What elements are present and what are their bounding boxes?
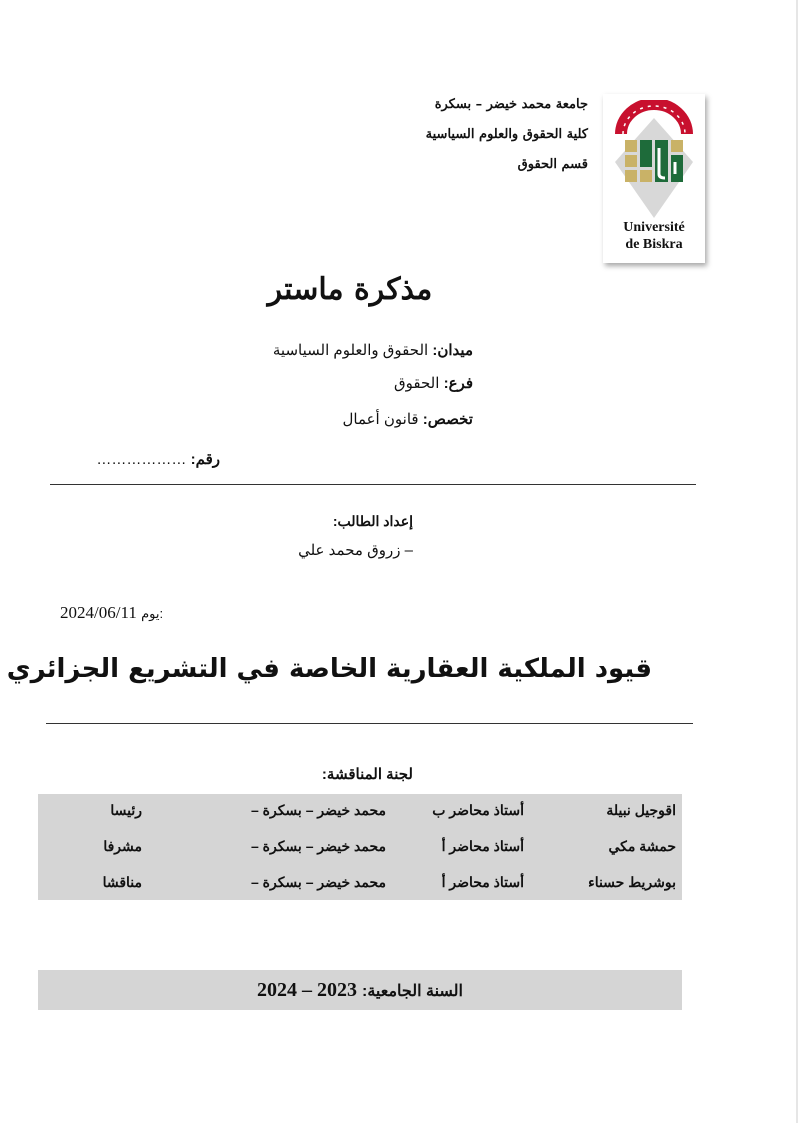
number-line xyxy=(60,450,220,468)
member-rank: أستاذ محاضر أ xyxy=(441,838,524,854)
member-university: محمد خيضر – بسكرة – xyxy=(250,874,386,890)
member-university: محمد خيضر – بسكرة – xyxy=(250,838,386,854)
department-name: قسم الحقوق xyxy=(517,157,588,172)
university-logo xyxy=(603,94,705,263)
member-university: محمد خيضر – بسكرة – xyxy=(250,802,386,818)
date-value: 2024/06/11 xyxy=(60,603,137,622)
university-emblem-icon xyxy=(615,100,693,218)
memo-title: مذكرة ماستر xyxy=(267,272,433,307)
academic-year-label: السنة الجامعية: xyxy=(362,983,463,1000)
date-line xyxy=(60,603,260,623)
committee-row xyxy=(38,866,682,900)
member-role: مشرفا xyxy=(103,838,142,854)
specialty-value: قانون أعمال xyxy=(342,411,419,428)
logo-caption-line1: Université xyxy=(623,220,685,235)
branch-label: فرع: xyxy=(443,375,473,392)
university-name: جامعة محمد خيضر – بسكرة xyxy=(434,97,588,112)
specialty-label: تخصص: xyxy=(422,411,473,428)
member-name: حمشة مكي xyxy=(608,838,676,854)
member-name: بوشريط حسناء xyxy=(588,874,676,890)
member-rank: أستاذ محاضر أ xyxy=(441,874,524,890)
divider-top xyxy=(50,484,696,485)
specialty-line xyxy=(153,410,473,430)
logo-caption-line2: de Biskra xyxy=(625,237,683,252)
date-label: يوم: xyxy=(141,606,164,621)
institution-block xyxy=(288,94,588,184)
faculty-name: كلية الحقوق والعلوم السياسية xyxy=(425,127,588,142)
academic-year-value: 2023 – 2024 xyxy=(257,979,357,1001)
thesis-title: قيود الملكية العقارية الخاصة في التشريع الجزائري xyxy=(6,654,652,684)
domain-label: ميدان: xyxy=(432,342,473,359)
committee-table xyxy=(38,794,682,900)
number-label: رقم: xyxy=(190,451,220,468)
domain-line xyxy=(153,341,473,361)
member-role: رئيسا xyxy=(110,802,142,818)
prepared-by-label: إعداد الطالب: xyxy=(332,513,413,529)
domain-value: الحقوق والعلوم السياسية xyxy=(272,342,429,359)
member-role: مناقشا xyxy=(102,874,142,890)
member-rank: أستاذ محاضر ب xyxy=(432,802,524,818)
committee-row xyxy=(38,794,682,828)
branch-line xyxy=(153,374,473,394)
number-value: ……………… xyxy=(96,451,187,468)
student-name: – زروق محمد علي xyxy=(298,542,413,559)
branch-value: الحقوق xyxy=(394,375,440,392)
divider-bottom xyxy=(46,723,693,724)
committee-title: لجنة المناقشة: xyxy=(321,766,413,783)
committee-row xyxy=(38,830,682,864)
academic-year-box xyxy=(38,970,682,1010)
member-name: اقوجيل نبيلة xyxy=(606,802,676,818)
